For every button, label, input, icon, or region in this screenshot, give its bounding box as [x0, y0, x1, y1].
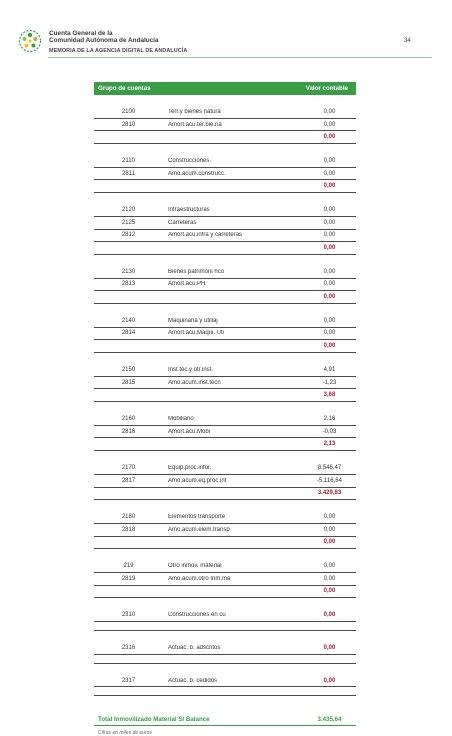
block-gap: [94, 402, 356, 413]
block-gap: [94, 304, 356, 315]
cell-value: 0,00: [323, 219, 336, 226]
page-number: 34: [404, 38, 411, 44]
cell-code: 2815: [121, 379, 136, 386]
cell-desc: Amo.acum.eq.proc.inf: [168, 477, 227, 484]
subtotal-row: [94, 291, 356, 304]
block-gap: [94, 144, 356, 155]
subtotal-value: 0,00: [323, 343, 336, 350]
cell-value: -5.116,64: [317, 477, 342, 484]
block-gap: [94, 696, 356, 707]
subtotal-value: 0,00: [323, 183, 336, 190]
table-row: [94, 377, 356, 390]
cell-code: 2816: [121, 428, 136, 435]
cell-code: 2810: [121, 121, 136, 128]
subtotal-row: [94, 242, 356, 255]
table-row: [94, 204, 356, 217]
table-row: [94, 155, 356, 168]
cell-code: 2316: [121, 644, 136, 651]
subtotal-value: 0,00: [323, 588, 336, 595]
subtotal-row: [94, 586, 356, 599]
subtotal-row: [94, 340, 356, 353]
subtotal-value: 0,00: [323, 539, 336, 546]
cell-code: 2125: [121, 219, 136, 226]
cell-value: 0,00: [323, 575, 336, 582]
table-row: [94, 168, 356, 181]
table-row: [94, 560, 356, 573]
subtotal-row: [94, 389, 356, 402]
blank-row: [94, 622, 356, 631]
cell-value: 0,00: [323, 644, 336, 651]
subtotal-row: [94, 180, 356, 193]
cell-value: 0,00: [323, 330, 336, 337]
table-row: [94, 675, 356, 688]
table-row: [94, 462, 356, 475]
header-gap: [94, 95, 356, 106]
total-row: [94, 713, 356, 726]
block-gap: [94, 598, 356, 609]
cell-value: 0,00: [323, 526, 336, 533]
cell-code: 2818: [121, 526, 136, 533]
table-row: [94, 119, 356, 132]
block-gap: [94, 255, 356, 266]
blank-row: [94, 655, 356, 664]
header-title-line2: Comunidad Autónoma de Andalucía: [49, 37, 159, 44]
cell-value: 0,00: [323, 121, 336, 128]
junta-andalucia-logo-icon: [18, 29, 42, 53]
cell-code: 2160: [121, 415, 136, 422]
header-title-line1: Cuenta General de la: [49, 30, 113, 37]
cell-value: 0,00: [323, 232, 336, 239]
table-row: [94, 642, 356, 655]
cell-desc: Construcciones en cu: [168, 612, 226, 619]
cell-desc: Terr.y bienes natura: [168, 108, 221, 115]
cell-desc: Otro inmov. material: [168, 563, 222, 570]
table-row: [94, 426, 356, 439]
cell-code: 2317: [121, 677, 136, 684]
cell-desc: Amort.acu.Maqui. Uti: [168, 330, 225, 337]
cell-code: 219: [123, 563, 134, 570]
cell-value: 0,00: [323, 170, 336, 177]
table-row: [94, 106, 356, 119]
cell-desc: Amo.acum.inst.tecn: [168, 379, 221, 386]
cell-desc: Carreteras: [168, 219, 197, 226]
column-header-group: Grupo de cuentas: [98, 85, 151, 92]
subtotal-value: 3,68: [323, 392, 336, 399]
cell-desc: Mobiliario: [168, 415, 194, 422]
table-note: Cifras en miles de euros: [98, 730, 152, 736]
cell-desc: Amort.acu.Mobi: [168, 428, 211, 435]
cell-desc: Construcciones.: [168, 157, 212, 164]
cell-code: 2180: [121, 514, 136, 521]
cell-desc: Elementos transporte: [168, 514, 226, 521]
cell-desc: Actuac. b. adscritos: [168, 644, 221, 651]
cell-value: 2,16: [323, 415, 336, 422]
block-gap: [94, 664, 356, 675]
block-gap: [94, 193, 356, 204]
cell-value: 0,00: [323, 612, 336, 619]
block-gap: [94, 549, 356, 560]
block-gap: [94, 451, 356, 462]
table-row: [94, 511, 356, 524]
subtotal-row: [94, 488, 356, 501]
subtotal-row: [94, 537, 356, 550]
cell-desc: Infraestructuras: [168, 206, 210, 213]
subtotal-value: 0,00: [323, 294, 336, 301]
cell-value: 0,00: [323, 157, 336, 164]
cell-code: 2310: [121, 612, 136, 619]
cell-value: 0,00: [323, 108, 336, 115]
cell-code: 2170: [121, 464, 136, 471]
cell-desc: Bienes patrimoni hco: [168, 268, 225, 275]
cell-value: 4,91: [323, 366, 336, 373]
table-row: [94, 230, 356, 243]
cell-code: 2811: [122, 170, 135, 177]
block-gap: [94, 631, 356, 642]
block-gap: [94, 500, 356, 511]
cell-code: 2110: [122, 157, 135, 164]
cell-value: 8.546,47: [317, 464, 342, 471]
accounts-table: [94, 82, 356, 736]
header-subtitle: MEMORIA DE LA AGENCIA DIGITAL DE ANDALUCÍA: [49, 48, 188, 54]
table-row: [94, 475, 356, 488]
cell-value: 0,00: [323, 514, 336, 521]
blank-row: [94, 687, 356, 696]
total-label: Total Inmovilizado Material S/ Balance: [98, 715, 210, 723]
table-header: [94, 82, 356, 95]
header-divider: [48, 57, 432, 58]
cell-code: 2814: [121, 330, 136, 337]
subtotal-value: 0,00: [323, 245, 336, 252]
cell-desc: Amo.acum.otro Inm.ma: [168, 575, 231, 582]
cell-code: 2150: [121, 366, 136, 373]
cell-value: 0,00: [323, 317, 336, 324]
cell-desc: Maquinaria y utillaj: [168, 317, 218, 324]
cell-value: 0,00: [323, 281, 336, 288]
cell-value: -0,03: [322, 428, 337, 435]
cell-value: -1,23: [322, 379, 337, 386]
subtotal-value: 0,00: [323, 134, 336, 141]
column-header-value: Valor contable: [305, 85, 348, 92]
cell-desc: Actuac. b. cedidos: [168, 677, 218, 684]
table-body: [94, 106, 356, 707]
cell-code: 2100: [121, 108, 136, 115]
cell-value: 0,00: [323, 563, 336, 570]
subtotal-row: [94, 438, 356, 451]
cell-value: 0,00: [323, 206, 336, 213]
table-row: [94, 524, 356, 537]
block-gap: [94, 353, 356, 364]
cell-code: 2130: [121, 268, 136, 275]
table-row: [94, 573, 356, 586]
table-row: [94, 413, 356, 426]
table-row: [94, 609, 356, 622]
cell-code: 2140: [121, 317, 136, 324]
cell-desc: Equip.proc.infor.: [168, 464, 212, 471]
subtotal-row: [94, 131, 356, 144]
table-row: [94, 364, 356, 377]
subtotal-value: 2,13: [323, 441, 336, 448]
cell-code: 2120: [121, 206, 136, 213]
table-row: [94, 279, 356, 292]
table-row: [94, 217, 356, 230]
table-row: [94, 315, 356, 328]
table-row: [94, 328, 356, 341]
subtotal-value: 3.429,83: [317, 490, 342, 497]
cell-value: 0,00: [323, 677, 336, 684]
total-value: 3.435,64: [317, 715, 342, 723]
table-row: [94, 266, 356, 279]
cell-desc: Inst.téc.y otr.inst.: [168, 366, 214, 373]
cell-desc: Amort.acu.PH: [168, 281, 206, 288]
cell-desc: Amo.acum.construcc.: [168, 170, 226, 177]
cell-code: 2819: [121, 575, 136, 582]
cell-code: 2813: [121, 281, 136, 288]
cell-code: 2812: [121, 232, 136, 239]
cell-desc: Amort.acu.infra y carreteras: [168, 232, 243, 239]
cell-desc: Amort.acu.ter.bie.na: [168, 121, 222, 128]
cell-desc: Amo.acum.elem.transp: [168, 526, 230, 533]
cell-code: 2817: [121, 477, 136, 484]
cell-value: 0,00: [323, 268, 336, 275]
